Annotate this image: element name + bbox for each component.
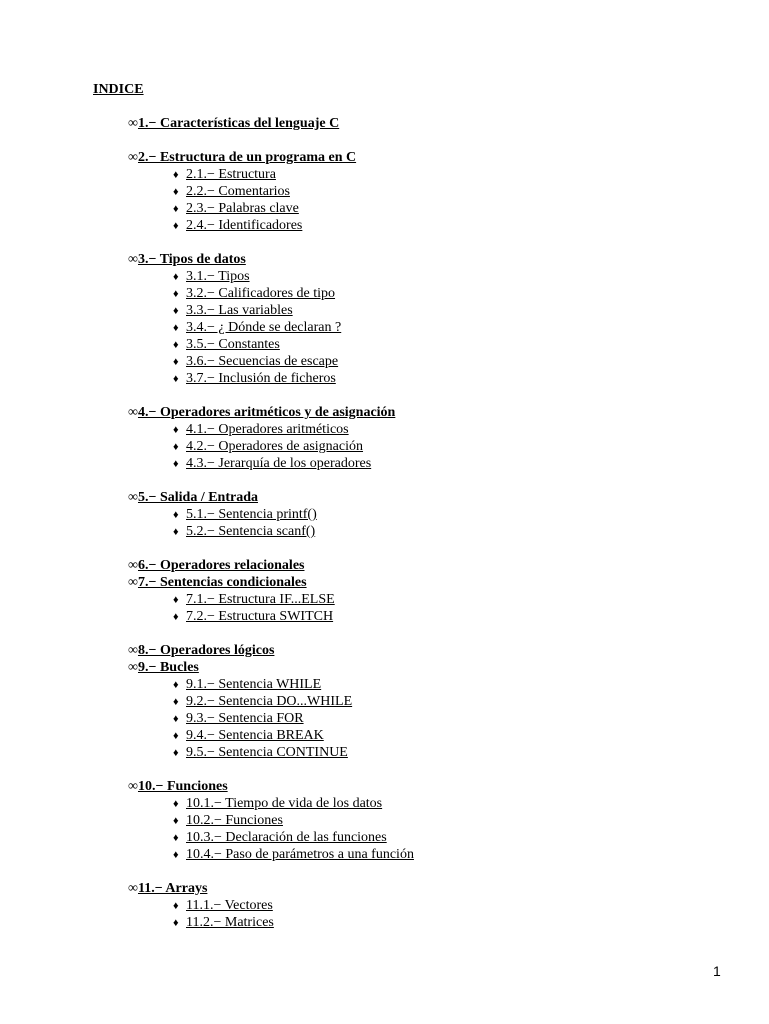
toc-section bbox=[0, 404, 769, 421]
toc-item-link[interactable]: 9.1.− Sentencia WHILE bbox=[186, 677, 322, 692]
diamond-bullet-icon: ♦ bbox=[173, 611, 179, 623]
diamond-bullet-icon: ♦ bbox=[173, 441, 179, 453]
toc-item bbox=[0, 302, 769, 319]
toc-item bbox=[0, 693, 769, 710]
infinity-icon: ∞ bbox=[128, 575, 138, 590]
toc-item-link[interactable]: 9.2.− Sentencia DO...WHILE bbox=[186, 694, 353, 709]
diamond-bullet-icon: ♦ bbox=[173, 356, 179, 368]
toc-item bbox=[0, 455, 769, 472]
toc-item-link[interactable]: 5.2.− Sentencia scanf() bbox=[186, 524, 316, 539]
toc-section bbox=[0, 489, 769, 506]
toc-item bbox=[0, 727, 769, 744]
toc-item-link[interactable]: 4.3.− Jerarquía de los operadores bbox=[186, 456, 372, 471]
toc-item-link[interactable]: 5.1.− Sentencia printf() bbox=[186, 507, 317, 522]
toc-section-link[interactable]: 9.− Bucles bbox=[137, 660, 199, 675]
infinity-icon: ∞ bbox=[128, 490, 138, 505]
toc-item-link[interactable]: 9.5.− Sentencia CONTINUE bbox=[186, 745, 348, 760]
toc-item bbox=[0, 676, 769, 693]
diamond-bullet-icon: ♦ bbox=[173, 220, 179, 232]
infinity-icon: ∞ bbox=[128, 779, 138, 794]
diamond-bullet-icon: ♦ bbox=[173, 203, 179, 215]
infinity-icon: ∞ bbox=[128, 116, 138, 131]
spacer bbox=[0, 387, 769, 404]
toc-item-link[interactable]: 3.2.− Calificadores de tipo bbox=[186, 286, 336, 301]
toc-item bbox=[0, 897, 769, 914]
diamond-bullet-icon: ♦ bbox=[173, 917, 179, 929]
toc-item-link[interactable]: 10.2.− Funciones bbox=[186, 813, 283, 828]
diamond-bullet-icon: ♦ bbox=[173, 509, 179, 521]
toc-item-link[interactable]: 11.2.− Matrices bbox=[186, 915, 274, 930]
toc-item bbox=[0, 370, 769, 387]
toc-item bbox=[0, 846, 769, 863]
spacer bbox=[0, 863, 769, 880]
toc-item bbox=[0, 285, 769, 302]
toc-item bbox=[0, 319, 769, 336]
toc-section bbox=[0, 115, 769, 132]
diamond-bullet-icon: ♦ bbox=[173, 832, 179, 844]
toc-item bbox=[0, 710, 769, 727]
diamond-bullet-icon: ♦ bbox=[173, 747, 179, 759]
toc-section bbox=[0, 642, 769, 659]
toc-item bbox=[0, 608, 769, 625]
infinity-icon: ∞ bbox=[128, 252, 138, 267]
spacer bbox=[0, 625, 769, 642]
diamond-bullet-icon: ♦ bbox=[173, 288, 179, 300]
toc-item-link[interactable]: 10.4.− Paso de parámetros a una función bbox=[186, 847, 414, 862]
spacer bbox=[0, 540, 769, 557]
toc-section-link[interactable]: 4.− Operadores aritméticos y de asignación bbox=[137, 405, 396, 420]
toc-item-link[interactable]: 4.2.− Operadores de asignación bbox=[186, 439, 364, 454]
toc-section-link[interactable]: 10.− Funciones bbox=[137, 779, 228, 794]
toc-item bbox=[0, 183, 769, 200]
toc-section-link[interactable]: 6.− Operadores relacionales bbox=[137, 558, 305, 573]
diamond-bullet-icon: ♦ bbox=[173, 730, 179, 742]
toc-item bbox=[0, 744, 769, 761]
toc-item-link[interactable]: 2.1.− Estructura bbox=[186, 167, 276, 182]
spacer bbox=[0, 761, 769, 778]
toc-item bbox=[0, 914, 769, 931]
toc-section-link[interactable]: 7.− Sentencias condicionales bbox=[137, 575, 307, 590]
toc-section-link[interactable]: 2.− Estructura de un programa en C bbox=[137, 150, 357, 165]
infinity-icon: ∞ bbox=[128, 881, 138, 896]
toc-item-link[interactable]: 10.1.− Tiempo de vida de los datos bbox=[186, 796, 383, 811]
toc-item bbox=[0, 523, 769, 540]
toc-section-link[interactable]: 5.− Salida / Entrada bbox=[137, 490, 258, 505]
diamond-bullet-icon: ♦ bbox=[173, 900, 179, 912]
toc-section bbox=[0, 659, 769, 676]
toc-item-link[interactable]: 3.7.− Inclusión de ficheros bbox=[186, 371, 336, 386]
diamond-bullet-icon: ♦ bbox=[173, 169, 179, 181]
diamond-bullet-icon: ♦ bbox=[173, 594, 179, 606]
toc-item bbox=[0, 506, 769, 523]
toc-section bbox=[0, 880, 769, 897]
toc-item bbox=[0, 829, 769, 846]
diamond-bullet-icon: ♦ bbox=[173, 424, 179, 436]
toc-item-link[interactable]: 3.5.− Constantes bbox=[186, 337, 280, 352]
toc-item-link[interactable]: 3.6.− Secuencias de escape bbox=[186, 354, 339, 369]
toc-section-link[interactable]: 1.− Características del lenguaje C bbox=[137, 116, 340, 131]
diamond-bullet-icon: ♦ bbox=[173, 305, 179, 317]
toc-item-link[interactable]: 9.3.− Sentencia FOR bbox=[186, 711, 304, 726]
toc-item bbox=[0, 166, 769, 183]
toc-item bbox=[0, 200, 769, 217]
toc-item-link[interactable]: 3.1.− Tipos bbox=[186, 269, 250, 284]
toc-section bbox=[0, 574, 769, 591]
toc-item-link[interactable]: 2.4.− Identificadores bbox=[186, 218, 303, 233]
toc-item-link[interactable]: 9.4.− Sentencia BREAK bbox=[186, 728, 324, 743]
toc-item bbox=[0, 336, 769, 353]
diamond-bullet-icon: ♦ bbox=[173, 186, 179, 198]
diamond-bullet-icon: ♦ bbox=[173, 849, 179, 861]
diamond-bullet-icon: ♦ bbox=[173, 322, 179, 334]
diamond-bullet-icon: ♦ bbox=[173, 815, 179, 827]
spacer bbox=[0, 132, 769, 149]
toc-item bbox=[0, 268, 769, 285]
diamond-bullet-icon: ♦ bbox=[173, 526, 179, 538]
index-title: INDICE bbox=[93, 82, 144, 97]
diamond-bullet-icon: ♦ bbox=[173, 798, 179, 810]
infinity-icon: ∞ bbox=[128, 558, 138, 573]
toc-section-link[interactable]: 11.− Arrays bbox=[137, 881, 208, 896]
toc-item bbox=[0, 421, 769, 438]
toc-item-link[interactable]: 7.1.− Estructura IF...ELSE bbox=[186, 592, 335, 607]
page-number: 1 bbox=[713, 963, 721, 979]
infinity-icon: ∞ bbox=[128, 150, 138, 165]
toc-item-link[interactable]: 2.3.− Palabras clave bbox=[186, 201, 299, 216]
spacer bbox=[0, 472, 769, 489]
toc-section bbox=[0, 778, 769, 795]
toc-item-link[interactable]: 3.3.− Las variables bbox=[186, 303, 293, 318]
infinity-icon: ∞ bbox=[128, 660, 138, 675]
toc-section bbox=[0, 251, 769, 268]
diamond-bullet-icon: ♦ bbox=[173, 271, 179, 283]
diamond-bullet-icon: ♦ bbox=[173, 458, 179, 470]
infinity-icon: ∞ bbox=[128, 405, 138, 420]
diamond-bullet-icon: ♦ bbox=[173, 339, 179, 351]
diamond-bullet-icon: ♦ bbox=[173, 679, 179, 691]
toc-section bbox=[0, 149, 769, 166]
diamond-bullet-icon: ♦ bbox=[173, 713, 179, 725]
toc-item bbox=[0, 217, 769, 234]
toc-item-link[interactable]: 11.1.− Vectores bbox=[186, 898, 273, 913]
toc-section-link[interactable]: 8.− Operadores lógicos bbox=[137, 643, 275, 658]
diamond-bullet-icon: ♦ bbox=[173, 696, 179, 708]
toc-item bbox=[0, 591, 769, 608]
toc-item-link[interactable]: 10.3.− Declaración de las funciones bbox=[186, 830, 387, 845]
table-of-contents bbox=[0, 115, 769, 931]
toc-item-link[interactable]: 7.2.− Estructura SWITCH bbox=[186, 609, 334, 624]
toc-item bbox=[0, 353, 769, 370]
toc-item-link[interactable]: 2.2.− Comentarios bbox=[186, 184, 290, 199]
toc-item-link[interactable]: 4.1.− Operadores aritméticos bbox=[186, 422, 349, 437]
toc-item bbox=[0, 438, 769, 455]
toc-item bbox=[0, 795, 769, 812]
toc-section-link[interactable]: 3.− Tipos de datos bbox=[137, 252, 246, 267]
diamond-bullet-icon: ♦ bbox=[173, 373, 179, 385]
toc-section bbox=[0, 557, 769, 574]
toc-item-link[interactable]: 3.4.− ¿ Dónde se declaran ? bbox=[186, 320, 342, 335]
infinity-icon: ∞ bbox=[128, 643, 138, 658]
toc-item bbox=[0, 812, 769, 829]
spacer bbox=[0, 234, 769, 251]
